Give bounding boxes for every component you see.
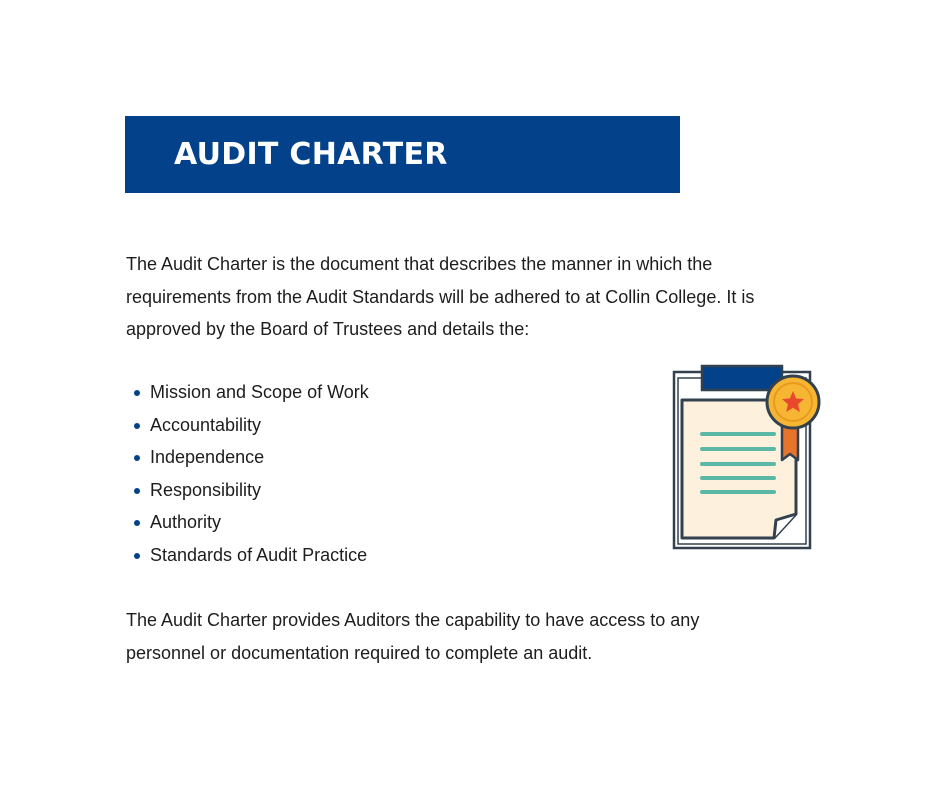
bullet-dot xyxy=(134,553,140,559)
list-item-label: Mission and Scope of Work xyxy=(150,382,369,402)
list-item-label: Independence xyxy=(150,447,265,467)
list-item-label: Authority xyxy=(150,512,222,532)
bullet-dot xyxy=(134,390,140,396)
closing-paragraph xyxy=(126,604,826,669)
list-item-label: Standards of Audit Practice xyxy=(150,544,368,565)
bullet-dot xyxy=(134,520,140,526)
outro-line-1: The Audit Charter provides Auditors the capability to have access to any xyxy=(126,610,700,630)
outro-line-2: personnel or documentation required to complete an audit. xyxy=(126,642,593,663)
intro-line-1: The Audit Charter is the document that describes the manner in which the xyxy=(126,254,713,274)
bullet-dot xyxy=(134,488,140,494)
list-item xyxy=(134,409,369,442)
list-item xyxy=(134,376,369,409)
list-item-label: Accountability xyxy=(150,414,262,435)
list-item xyxy=(134,474,369,507)
intro-line-2: requirements from the Audit Standards will be adhered to at Collin College. It is xyxy=(126,286,755,307)
list-item-label: Responsibility xyxy=(150,479,262,500)
page-title: AUDIT CHARTER xyxy=(174,137,448,172)
certificate-document-icon xyxy=(670,364,826,554)
bullet-dot xyxy=(134,423,140,429)
intro-paragraph xyxy=(126,248,846,346)
title-banner xyxy=(125,116,680,193)
charter-topics-list xyxy=(134,376,369,571)
intro-line-3: approved by the Board of Trustees and details the: xyxy=(126,319,530,339)
list-item xyxy=(134,441,369,474)
clipboard-clip xyxy=(702,366,782,390)
bullet-dot xyxy=(134,455,140,461)
list-item xyxy=(134,539,369,572)
list-item xyxy=(134,506,369,539)
